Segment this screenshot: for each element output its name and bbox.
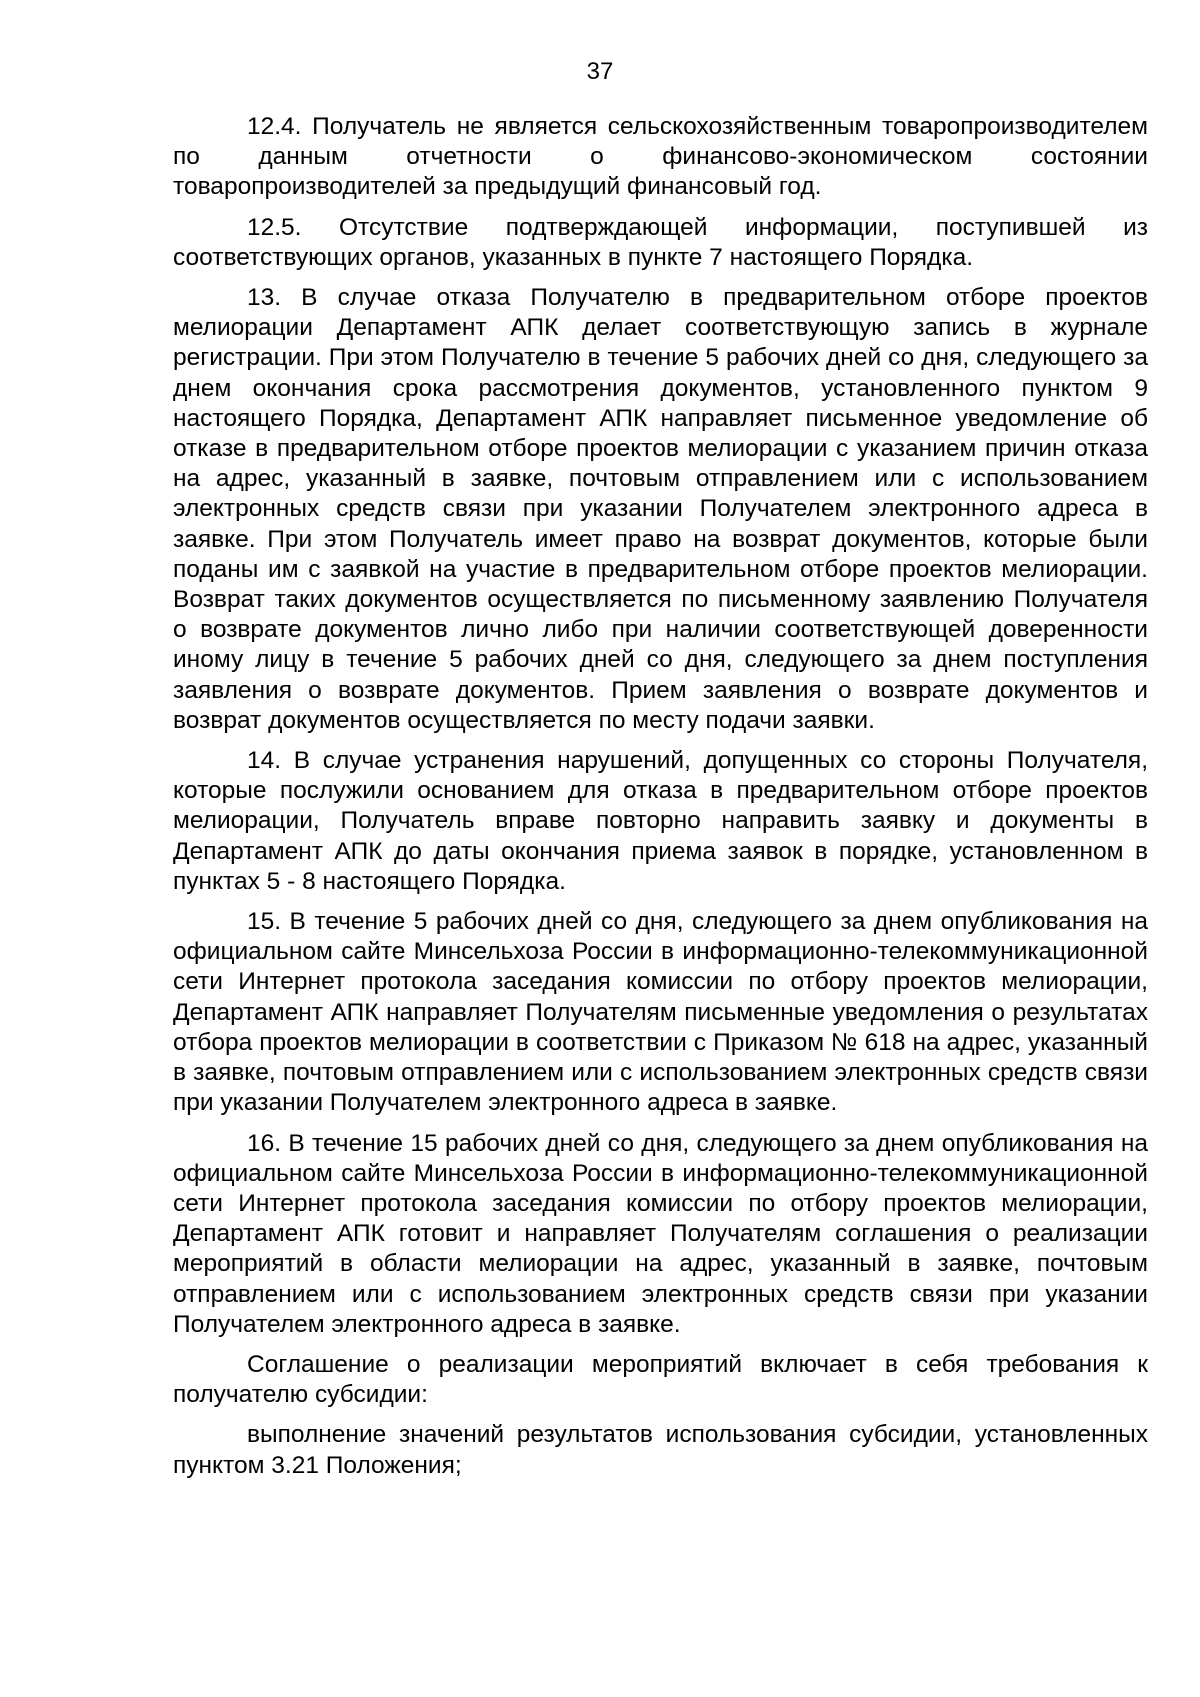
document-body (173, 112, 1148, 1491)
page-number: 37 (586, 58, 614, 85)
paragraph-requirement-results: выполнение значений результатов использования субсидии, установленных пунктом 3.21 Положения; (173, 1421, 1148, 1479)
paragraph-14: 14. В случае устранения нарушений, допущенных со стороны Получателя, которые послужили основанием для отказа в предварительном отборе проектов мелиорации, Получатель вправе повторно направить заявку и документы в Департамент АПК до даты окончания приема заявок в порядке, установленном в пунктах 5 - 8 настоящего Порядка. (173, 747, 1148, 895)
paragraph-15: 15. В течение 5 рабочих дней со дня, следующего за днем опубликования на официальном сайте Минсельхоза России в информационно-телекоммуникационной сети Интернет протокола заседания комиссии по отбору проектов мелиорации, Департамент АПК направляет Получателям письменные уведомления о результатах отбора проектов мелиорации в соответствии с Приказом № 618 на адрес, указанный в заявке, почтовым отправлением или с использованием электронных средств связи при указании Получателем электронного адреса в заявке. (173, 908, 1148, 1117)
paragraph-12-5: 12.5. Отсутствие подтверждающей информации, поступившей из соответствующих органов, указанных в пункте 7 настоящего Порядка. (173, 213, 1148, 271)
paragraph-16: 16. В течение 15 рабочих дней со дня, следующего за днем опубликования на официальном сайте Минсельхоза России в информационно-телекоммуникационной сети Интернет протокола заседания комиссии по отбору проектов мелиорации, Департамент АПК готовит и направляет Получателям соглашения о реализации мероприятий в области мелиорации на адрес, указанный в заявке, почтовым отправлением или с использованием электронных средств связи при указании Получателем электронного адреса в заявке. (173, 1129, 1148, 1338)
paragraph-agreement-requirements: Соглашение о реализации мероприятий включает в себя требования к получателю субсидии: (173, 1350, 1148, 1409)
paragraph-13: 13. В случае отказа Получателю в предварительном отборе проектов мелиорации Департамент АПК делает соответствующую запись в журнале регистрации. При этом Получателю в течение 5 рабочих дней со дня, следующего за днем окончания срока рассмотрения документов, установленного пунктом 9 настоящего Порядка, Департамент АПК направляет письменное уведомление об отказе в предварительном отборе проектов мелиорации с указанием причин отказа на адрес, указанный в заявке, почтовым отправлением или с использованием электронных средств связи при указании Получателем электронного адреса в заявке. При этом Получатель имеет право на возврат документов, которые были поданы им с заявкой на участие в предварительном отборе проектов мелиорации. Возврат таких документов осуществляется по письменному заявлению Получателя о возврате документов лично либо при наличии соответствующей доверенности иному лицу в течение 5 рабочих дней со дня, следующего за днем поступления заявления о возврате документов. Прием заявления о возврате документов и возврат документов осуществляется по месту подачи заявки. (173, 284, 1148, 734)
paragraph-12-4: 12.4. Получатель не является сельскохозяйственным товаропроизводителем по данным отчетности о финансово-экономическом состоянии товаропроизводителей за предыдущий финансовый год. (173, 113, 1148, 201)
